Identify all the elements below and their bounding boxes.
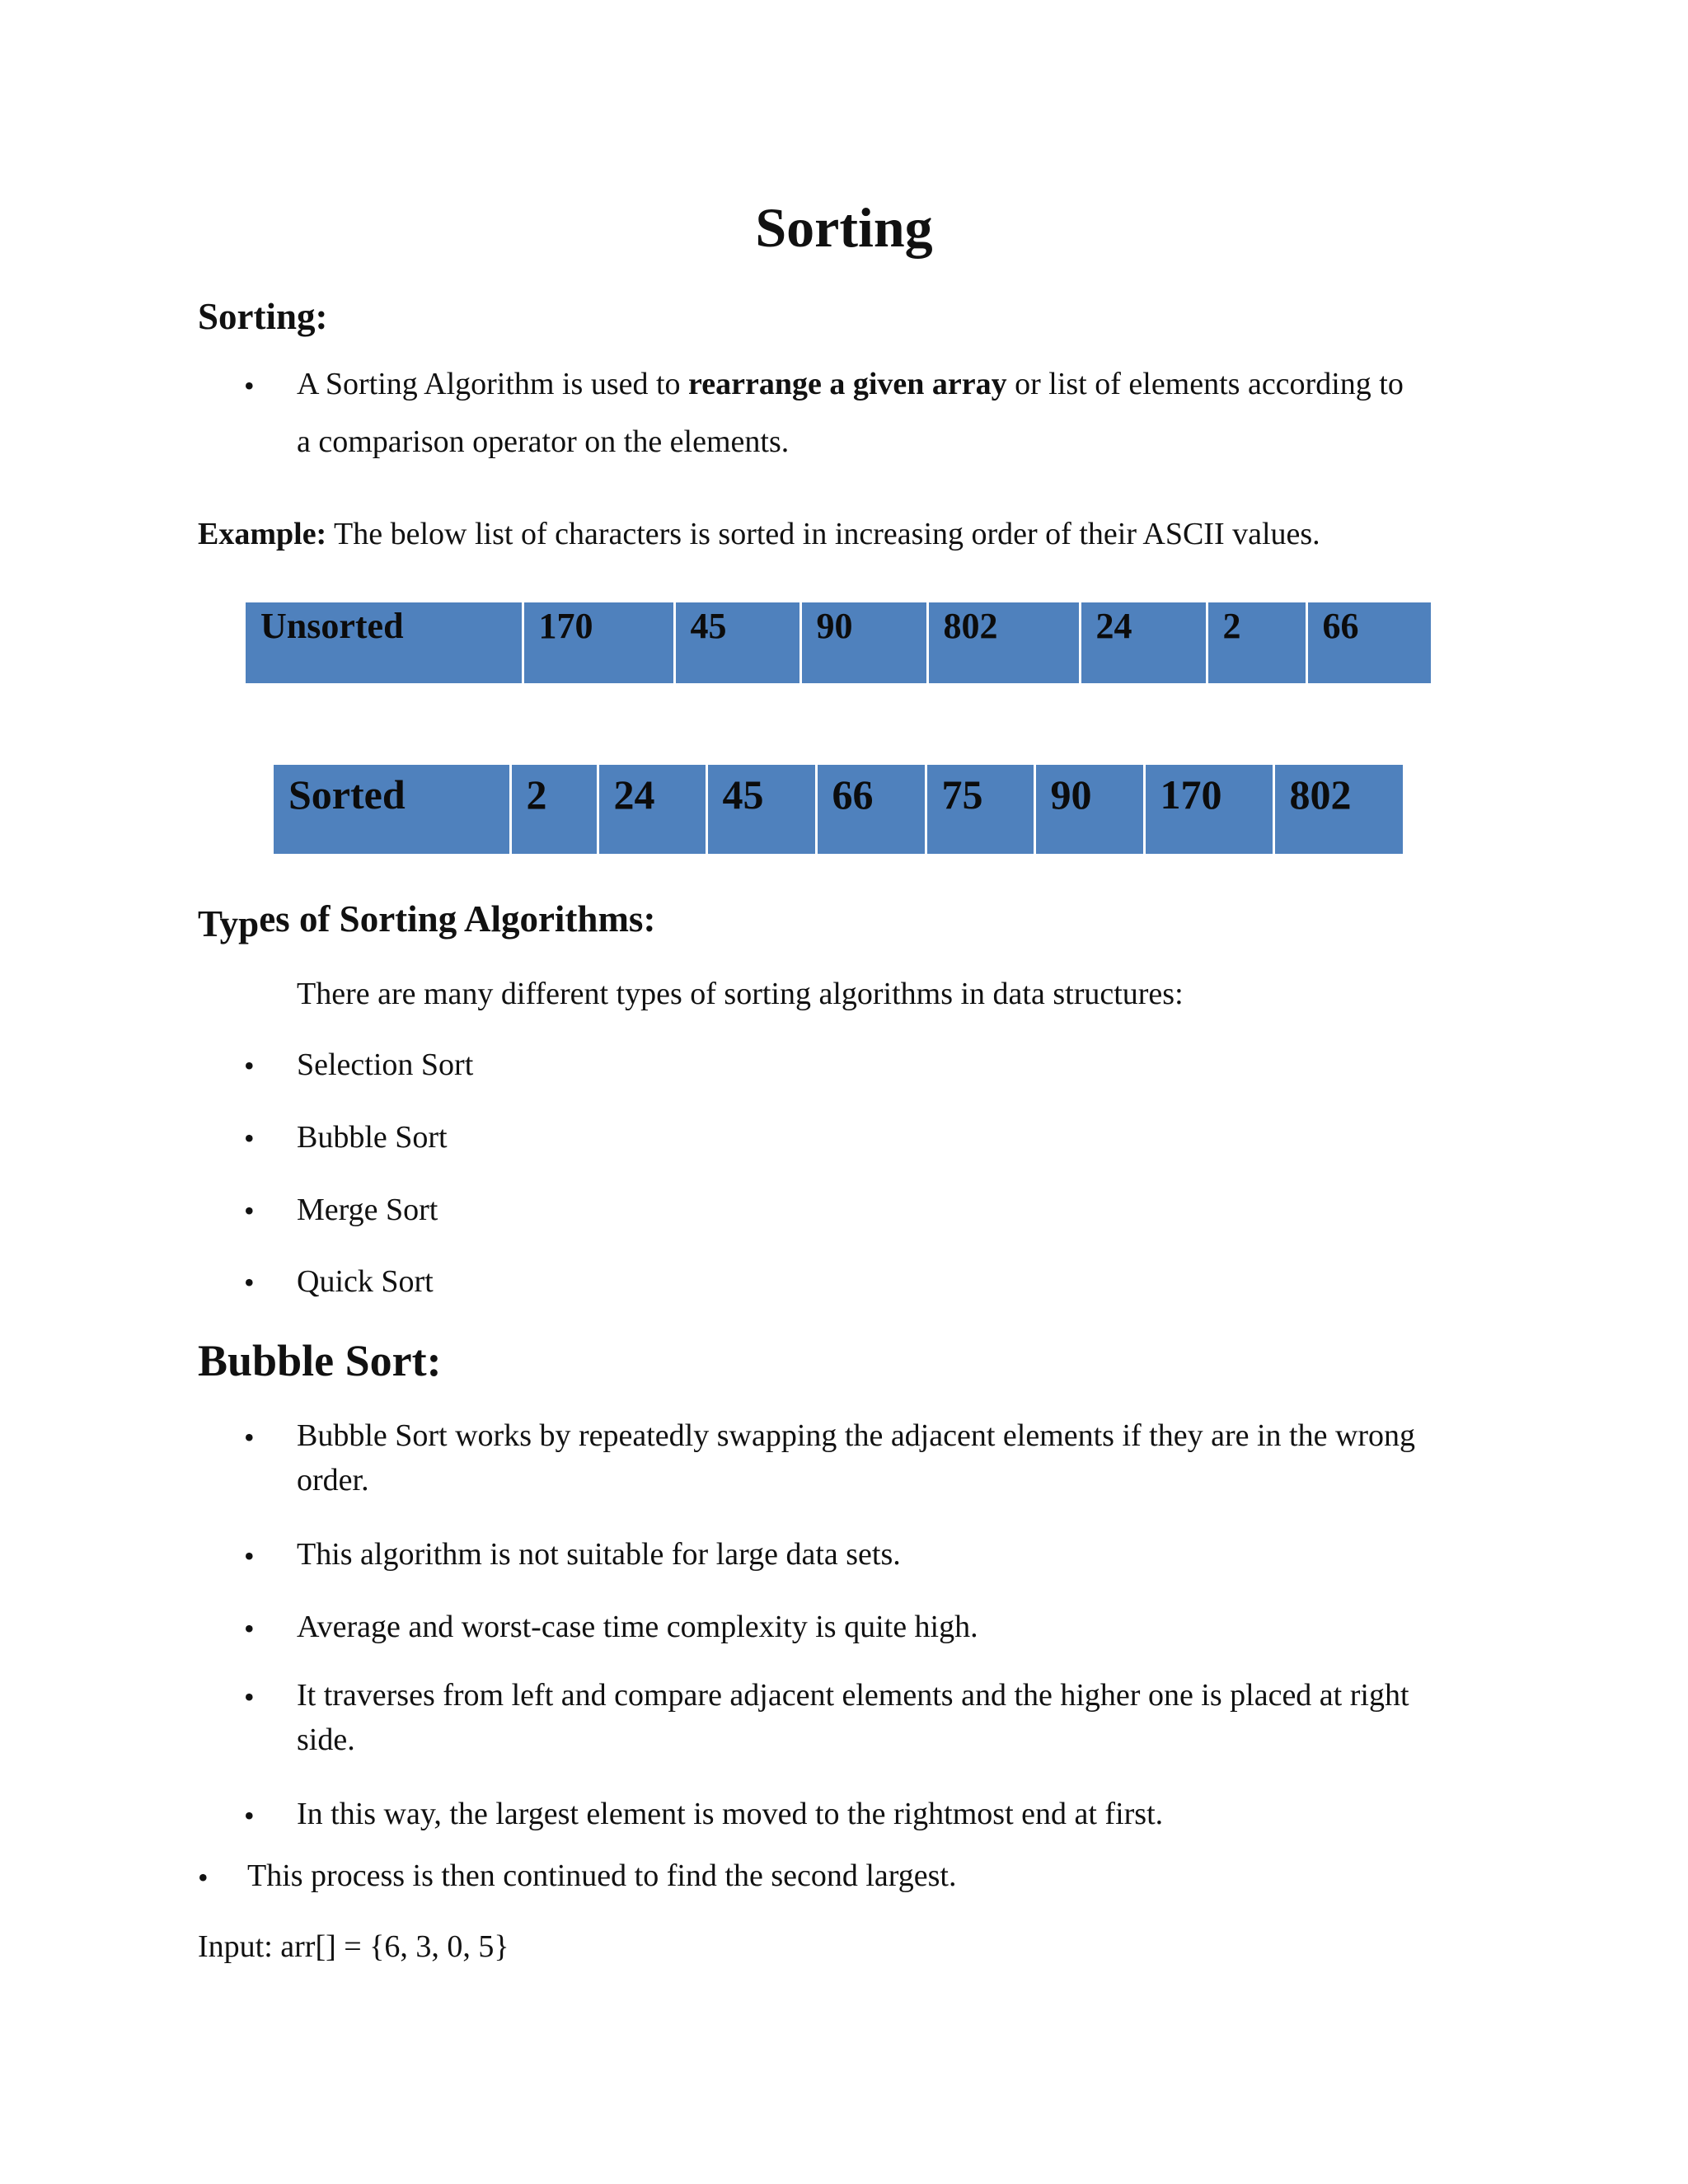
sorted-value-cell: 45 (706, 765, 816, 854)
list-item: In this way, the largest element is moved to the rightmost end at first. (297, 1797, 1164, 1831)
list-item: It traverses from left and compare adjacent elements and the higher one is placed at right (297, 1678, 1409, 1713)
example-paragraph: Example: The below list of characters is sorted in increasing order of their ASCII values. (198, 517, 1320, 551)
list-item-continuation: side. (297, 1722, 355, 1757)
sorted-label-cell: Sorted (274, 765, 510, 854)
sorted-value-cell: 90 (1034, 765, 1144, 854)
unsorted-label-cell: Unsorted (246, 602, 523, 683)
sorted-value-cell: 66 (816, 765, 926, 854)
sorted-value-cell: 2 (510, 765, 598, 854)
unsorted-value-cell: 802 (927, 602, 1080, 683)
bullet-dot: • (198, 1861, 209, 1894)
sorted-value-cell: 24 (598, 765, 706, 854)
types-intro: There are many different types of sorting algorithms in data structures: (297, 977, 1184, 1011)
bullet-dot: • (244, 1049, 255, 1082)
bullet-dot: • (244, 1540, 255, 1572)
unsorted-array-table (246, 602, 1431, 683)
bullet-dot: • (244, 1799, 255, 1832)
sorting-definition-line2: a comparison operator on the elements. (297, 424, 790, 459)
sorted-value-cell: 170 (1144, 765, 1273, 854)
list-item: Merge Sort (297, 1193, 438, 1227)
bullet-dot: • (244, 1266, 255, 1299)
unsorted-value-cell: 24 (1080, 602, 1207, 683)
bullet-dot: • (244, 1680, 255, 1713)
unsorted-value-cell: 45 (674, 602, 800, 683)
list-item: Selection Sort (297, 1047, 474, 1082)
list-item: Bubble Sort (297, 1120, 448, 1155)
bubble-sort-heading: Bubble Sort: (198, 1336, 442, 1385)
bullet-dot: • (244, 1194, 255, 1227)
example-label: Example: (198, 517, 327, 551)
unsorted-value-cell: 66 (1322, 606, 1359, 646)
unsorted-value-cell: 170 (523, 602, 674, 683)
types-heading: Types of Sorting Algorithms: (198, 898, 656, 944)
unsorted-array-row (246, 602, 1431, 683)
list-item-continuation: order. (297, 1463, 369, 1497)
unsorted-value-cell: 90 (800, 602, 927, 683)
sorting-heading: Sorting: (198, 296, 328, 337)
list-item: Bubble Sort works by repeatedly swapping the adjacent elements if they are in the wrong (297, 1418, 1416, 1453)
unsorted-value-cell: 2 (1207, 602, 1306, 683)
sorted-value-cell: 802 (1289, 771, 1352, 818)
list-item: Average and worst-case time complexity is quite high. (297, 1610, 978, 1644)
list-item: Quick Sort (297, 1264, 434, 1299)
bullet-dot: • (244, 1122, 255, 1155)
input-example: Input: arr[] = {6, 3, 0, 5} (198, 1929, 509, 1964)
bullet-dot: • (244, 1612, 255, 1645)
sorting-definition-emphasis: rearrange a given array (688, 367, 1007, 401)
page-title: Sorting (755, 196, 933, 259)
sorted-array-row (274, 765, 1403, 854)
sorting-definition-line1: A Sorting Algorithm is used to rearrange a given array or list of elements according to (297, 367, 1404, 401)
sorted-value-cell: 75 (926, 765, 1034, 854)
bullet-dot: • (244, 1421, 255, 1454)
bullet-dot: • (244, 369, 255, 402)
list-item: This algorithm is not suitable for large data sets. (297, 1537, 901, 1572)
list-item: This process is then continued to find the second largest. (247, 1858, 957, 1893)
sorted-array-table (274, 765, 1403, 854)
